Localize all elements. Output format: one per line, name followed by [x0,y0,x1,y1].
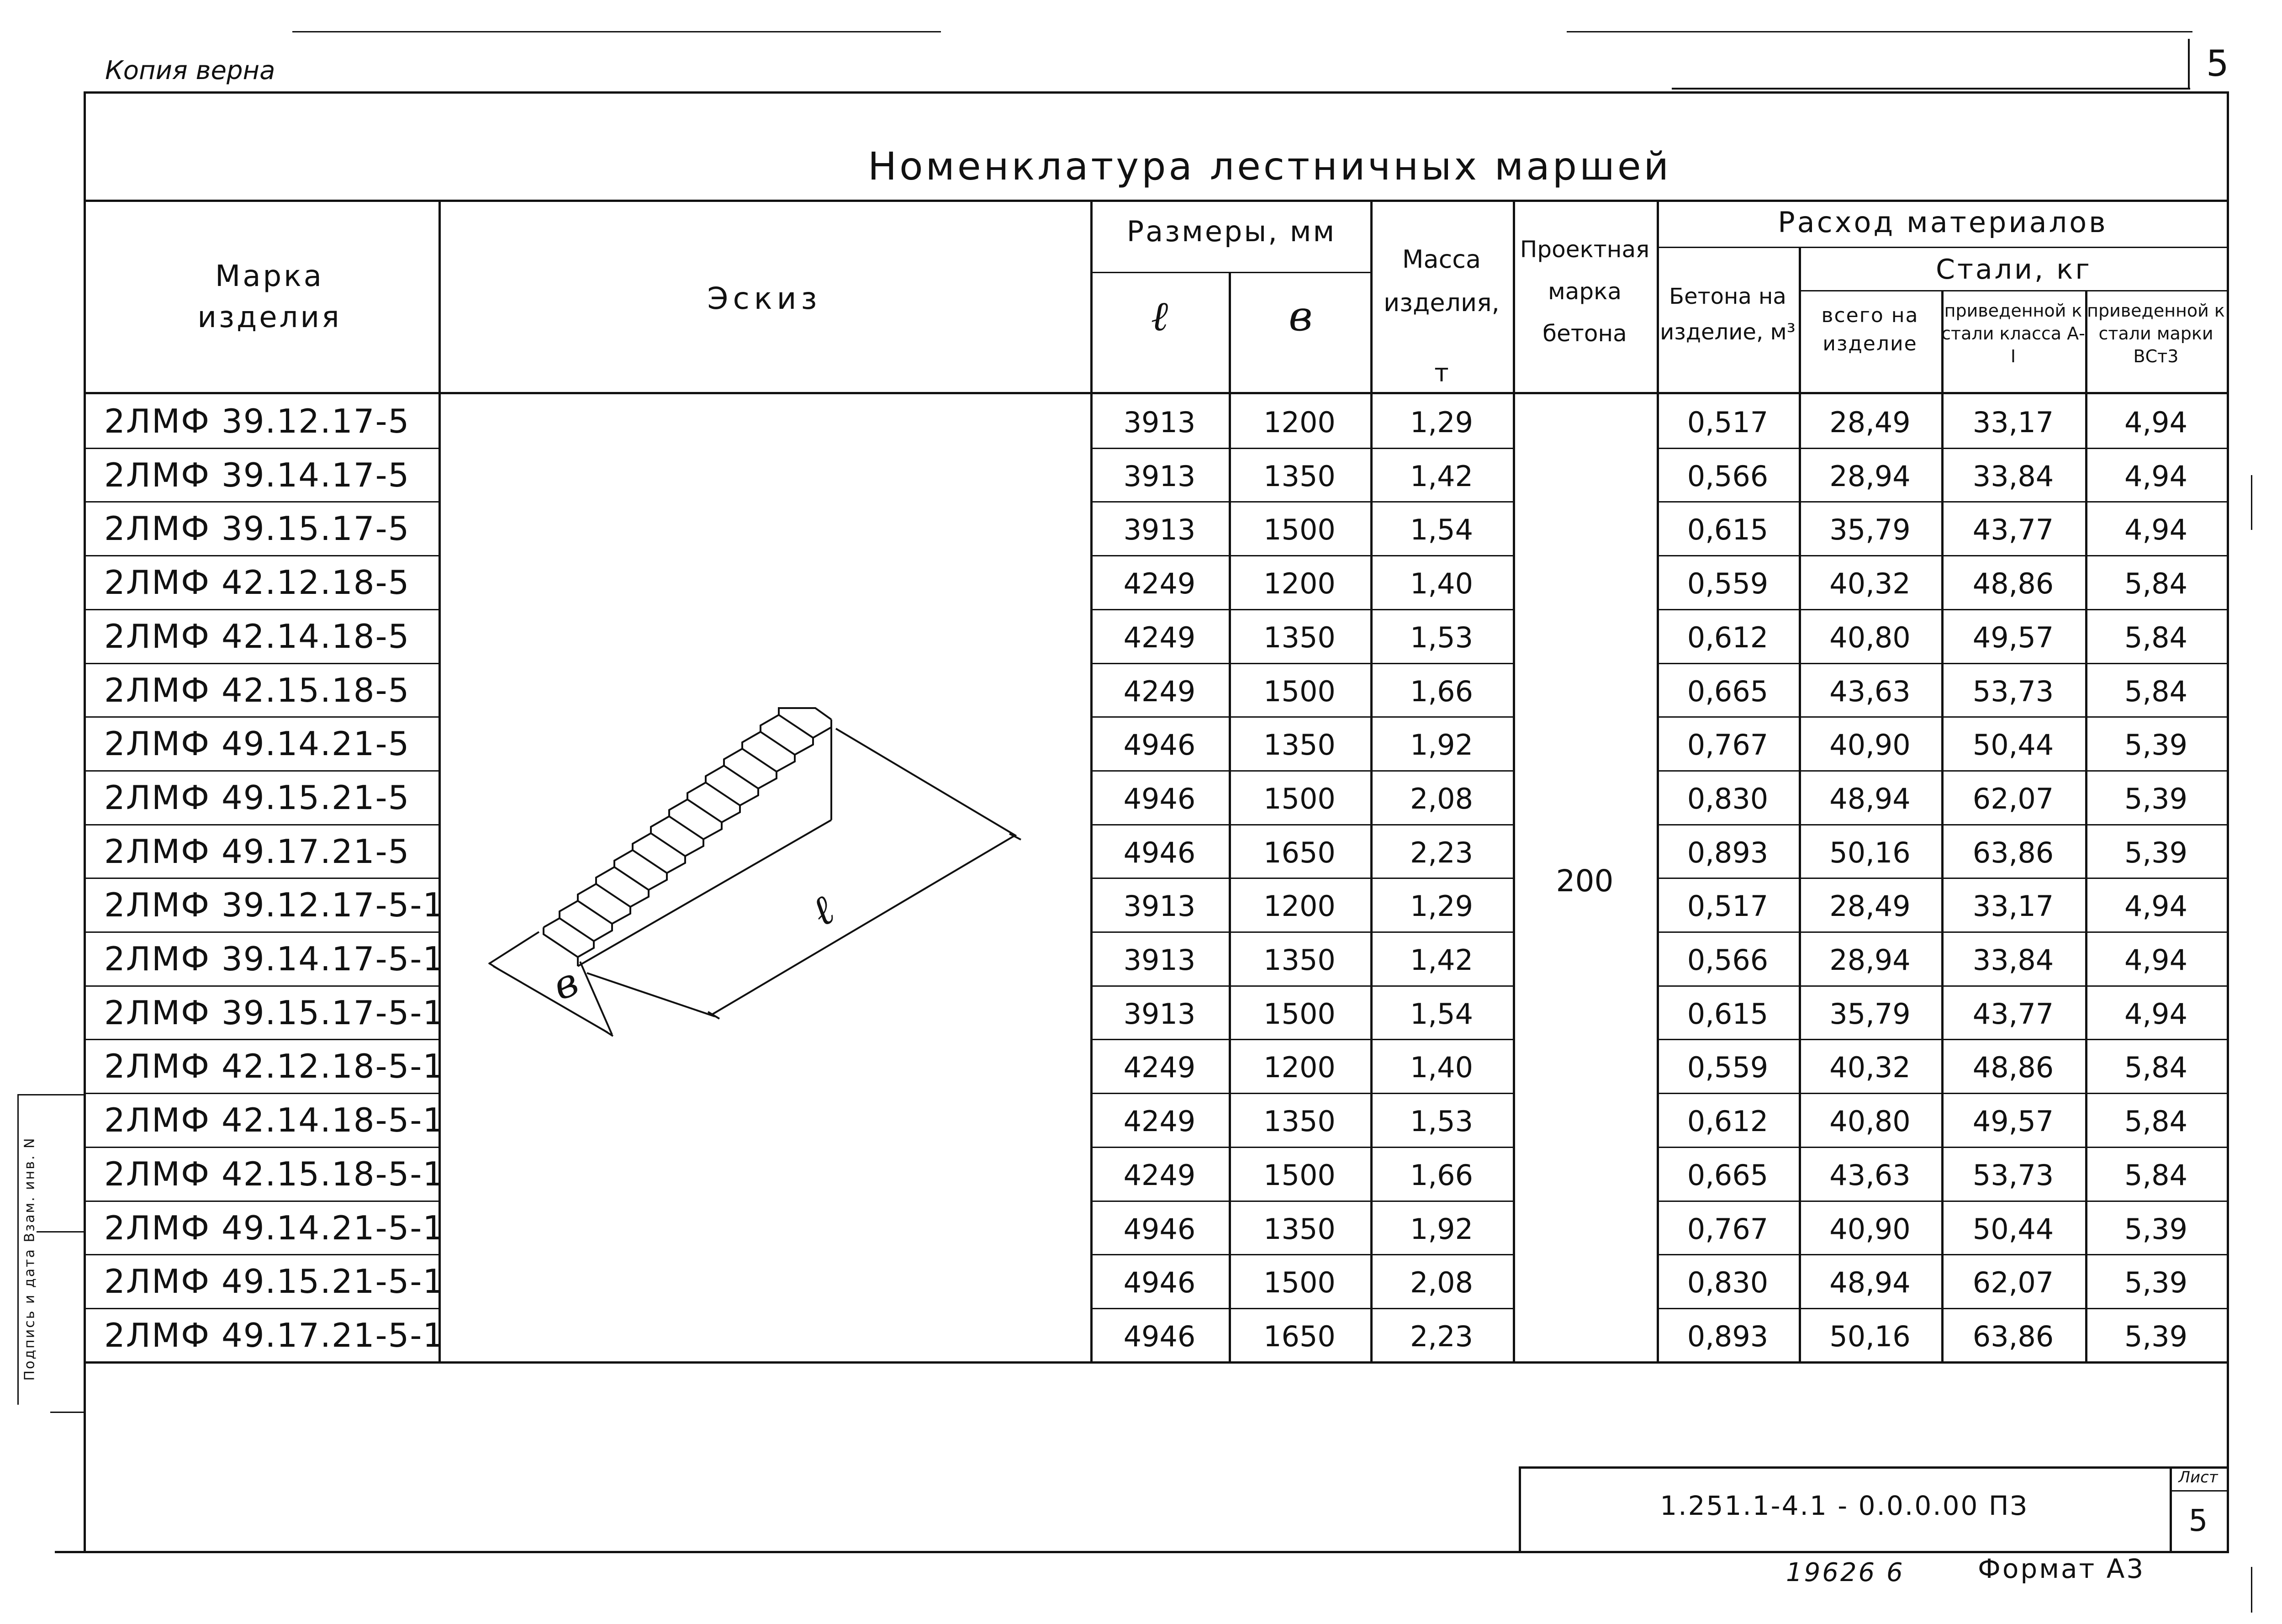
hdr-line-steel [1800,290,2229,291]
header-dim-b: в [1289,292,1313,340]
header-mass: Масса изделия, [1384,245,1500,317]
row-mark: 2ЛМФ 49.17.21-5-1 [104,1316,445,1354]
cell-b: 1650 [1263,836,1336,869]
cell-steel-a1: 50,44 [1972,728,2054,762]
cell-steel-vst3: 5,84 [2124,1105,2188,1138]
cell-concrete: 0,893 [1687,1319,1769,1353]
cell-mass: 2,08 [1410,1266,1474,1300]
row-mark: 2ЛМФ 42.14.18-5 [104,617,410,656]
stamp-sheet-number: 5 [2188,1503,2208,1538]
cell-concrete: 0,615 [1687,513,1769,547]
cell-steel-vst3: 5,39 [2124,728,2188,762]
row-separator-dims [1090,770,1513,772]
concrete-grade-value: 200 [1556,863,1614,899]
cell-steel-vst3: 5,39 [2124,1319,2188,1353]
row-separator-dims [1090,609,1513,610]
row-separator-materials [1657,1039,2229,1040]
cell-steel-a1: 53,73 [1972,1158,2054,1192]
row-separator-dims [1090,448,1513,449]
side-stamp-top [17,1094,84,1095]
cell-steel-a1: 43,77 [1972,997,2054,1031]
row-separator-mark [84,609,438,610]
cell-mass: 1,40 [1410,1051,1474,1084]
cell-steel-a1: 62,07 [1972,1266,2054,1300]
row-separator-dims [1090,1093,1513,1094]
cell-steel-a1: 49,57 [1972,620,2054,654]
cell-steel-total: 48,94 [1829,1266,1911,1300]
cell-steel-total: 40,90 [1829,1212,1911,1246]
row-separator-mark [84,501,438,503]
cell-steel-vst3: 5,39 [2124,1266,2188,1300]
row-separator-materials [1657,824,2229,825]
cell-steel-vst3: 4,94 [2124,889,2188,923]
copy-note: Копия верна [105,56,275,85]
cell-steel-total: 28,94 [1829,943,1911,977]
header-concrete-grade: Проектная марка бетона [1520,236,1650,347]
cell-steel-a1: 33,17 [1972,406,2054,439]
row-separator-mark [84,663,438,664]
row-separator-materials [1657,716,2229,718]
row-separator-materials [1657,555,2229,556]
cell-steel-a1: 43,77 [1972,513,2054,547]
row-mark: 2ЛМФ 42.15.18-5-1 [104,1154,445,1193]
cell-mass: 1,54 [1410,513,1474,547]
cell-l: 4249 [1123,567,1196,601]
row-mark: 2ЛМФ 42.12.18-5-1 [104,1047,445,1086]
row-separator-dims [1090,501,1513,503]
stamp-top [1519,1466,2229,1469]
cell-concrete: 0,830 [1687,1266,1769,1300]
cell-l: 4249 [1123,1105,1196,1138]
cell-steel-total: 40,80 [1829,1105,1911,1138]
table-bottom [84,1361,2229,1364]
row-separator-mark [84,878,438,879]
cell-mass: 2,08 [1410,782,1474,815]
cell-b: 1200 [1263,567,1336,601]
row-mark: 2ЛМФ 49.15.21-5-1 [104,1262,445,1301]
row-mark: 2ЛМФ 39.12.17-5 [104,402,410,440]
row-separator-dims [1090,931,1513,933]
cell-steel-vst3: 4,94 [2124,997,2188,1031]
cell-mass: 1,42 [1410,459,1474,493]
row-separator-dims [1090,1147,1513,1148]
header-mass-unit: т [1434,359,1449,387]
cell-concrete: 0,767 [1687,1212,1769,1246]
cell-l: 3913 [1123,943,1196,977]
cell-b: 1200 [1263,1051,1336,1084]
top-dash-right [1567,31,2192,32]
stair-top-edge [544,708,831,927]
row-separator-dims [1090,1308,1513,1309]
row-mark: 2ЛМФ 49.14.21-5-1 [104,1208,445,1247]
frame-right [2227,91,2229,1553]
right-margin-mark-1 [2251,475,2252,530]
side-stamp-mid [37,1231,84,1233]
row-separator-materials [1657,448,2229,449]
cell-concrete: 0,517 [1687,889,1769,923]
frame-bottom [55,1551,2229,1553]
cell-concrete: 0,559 [1687,1051,1769,1084]
row-separator-mark [84,716,438,718]
cell-steel-total: 35,79 [1829,513,1911,547]
row-separator-mark [84,1147,438,1148]
row-separator-dims [1090,1039,1513,1040]
header-dim-l: ℓ [1151,292,1168,340]
cell-mass: 2,23 [1410,1319,1474,1353]
row-separator-mark [84,1254,438,1255]
cell-steel-a1: 62,07 [1972,782,2054,815]
cell-concrete: 0,612 [1687,1105,1769,1138]
stair-flight-sketch [475,704,1051,1042]
cell-steel-total: 43,63 [1829,674,1911,708]
header-mark: Марка изделия [197,259,342,334]
row-separator-mark [84,931,438,933]
header-steel-total: всего на изделие [1821,304,1919,355]
cell-l: 3913 [1123,997,1196,1031]
row-separator-materials [1657,1254,2229,1255]
row-separator-materials [1657,931,2229,933]
cell-l: 4946 [1123,782,1196,815]
table-top [84,200,2229,202]
cell-steel-a1: 48,86 [1972,1051,2054,1084]
row-mark: 2ЛМФ 39.12.17-5-1 [104,886,445,925]
hdr-line-dimensions [1090,272,1373,273]
cell-concrete: 0,665 [1687,674,1769,708]
cell-mass: 1,53 [1410,1105,1474,1138]
row-separator-materials [1657,501,2229,503]
row-mark: 2ЛМФ 49.17.21-5 [104,832,410,871]
cell-steel-vst3: 5,84 [2124,567,2188,601]
row-separator-mark [84,1201,438,1202]
row-separator-mark [84,1093,438,1094]
row-separator-materials [1657,1147,2229,1148]
frame-left [84,91,86,1553]
stamp-sheet-label: Лист [2178,1468,2218,1486]
row-separator-dims [1090,1254,1513,1255]
cell-mass: 1,66 [1410,674,1474,708]
header-dimensions: Размеры, мм [1126,215,1336,248]
cell-b: 1200 [1263,889,1336,923]
right-margin-mark-2 [2251,1567,2252,1613]
row-separator-mark [84,555,438,556]
cell-b: 1500 [1263,1158,1336,1192]
cell-mass: 1,92 [1410,728,1474,762]
cell-concrete: 0,615 [1687,997,1769,1031]
row-separator-mark [84,824,438,825]
cell-b: 1500 [1263,1266,1336,1300]
cell-steel-total: 48,94 [1829,782,1911,815]
row-separator-materials [1657,609,2229,610]
cell-l: 4249 [1123,1051,1196,1084]
cell-concrete: 0,830 [1687,782,1769,815]
cell-b: 1350 [1263,1105,1336,1138]
cell-concrete: 0,767 [1687,728,1769,762]
cell-steel-total: 40,32 [1829,1051,1911,1084]
cell-steel-vst3: 5,39 [2124,782,2188,815]
header-sketch: Эскиз [707,281,822,316]
cell-mass: 1,53 [1410,620,1474,654]
row-separator-dims [1090,1201,1513,1202]
cell-steel-vst3: 4,94 [2124,459,2188,493]
cell-b: 1350 [1263,620,1336,654]
cell-steel-total: 40,80 [1829,620,1911,654]
row-separator-mark [84,1308,438,1309]
footer-format: Формат А3 [1978,1553,2145,1584]
cell-steel-total: 28,49 [1829,406,1911,439]
cell-steel-total: 50,16 [1829,1319,1911,1353]
cell-concrete: 0,566 [1687,943,1769,977]
row-separator-materials [1657,878,2229,879]
stamp-document-code: 1.251.1-4.1 - 0.0.0.00 ПЗ [1660,1490,2028,1521]
cell-steel-vst3: 4,94 [2124,943,2188,977]
row-separator-materials [1657,663,2229,664]
side-stamp-label: Подпись и дата Взам. инв. N [21,1137,38,1381]
row-mark: 2ЛМФ 49.15.21-5 [104,778,410,817]
row-separator-mark [84,1039,438,1040]
row-mark: 2ЛМФ 42.12.18-5 [104,563,410,602]
cell-steel-vst3: 4,94 [2124,406,2188,439]
step-lines [560,715,813,941]
cell-mass: 1,29 [1410,889,1474,923]
cell-l: 4249 [1123,674,1196,708]
row-separator-mark [84,448,438,449]
row-mark: 2ЛМФ 39.15.17-5 [104,509,410,548]
row-separator-materials [1657,1093,2229,1094]
cell-mass: 1,66 [1410,1158,1474,1192]
cell-l: 3913 [1123,513,1196,547]
cell-concrete: 0,665 [1687,1158,1769,1192]
cell-b: 1500 [1263,674,1336,708]
cell-l: 3913 [1123,406,1196,439]
cell-steel-total: 40,32 [1829,567,1911,601]
row-separator-materials [1657,985,2229,987]
cell-steel-total: 28,94 [1829,459,1911,493]
cell-steel-total: 28,49 [1829,889,1911,923]
cell-mass: 2,23 [1410,836,1474,869]
cell-b: 1350 [1263,943,1336,977]
cell-l: 4249 [1123,620,1196,654]
cell-concrete: 0,517 [1687,406,1769,439]
page-number-underline [1672,88,2190,90]
row-mark: 2ЛМФ 39.14.17-5 [104,455,410,494]
row-separator-dims [1090,878,1513,879]
row-separator-dims [1090,824,1513,825]
cell-steel-a1: 53,73 [1972,674,2054,708]
cell-l: 4946 [1123,1319,1196,1353]
cell-steel-a1: 50,44 [1972,1212,2054,1246]
cell-l: 4946 [1123,836,1196,869]
row-separator-dims [1090,555,1513,556]
sketch-label-b: в [547,958,585,1010]
cell-concrete: 0,893 [1687,836,1769,869]
cell-concrete: 0,559 [1687,567,1769,601]
header-steel-vst3: приведенной к стали марки ВСт3 [2087,301,2225,366]
cell-steel-a1: 48,86 [1972,567,2054,601]
row-separator-materials [1657,770,2229,772]
row-separator-materials [1657,1308,2229,1309]
cell-l: 4249 [1123,1158,1196,1192]
row-mark: 2ЛМФ 42.15.18-5 [104,671,410,709]
cell-steel-a1: 33,84 [1972,459,2054,493]
side-stamp-line-outer [17,1094,19,1405]
side-stamp-bottom [50,1412,84,1413]
footer-inventory-number: 19626 6 [1786,1558,1905,1587]
cell-steel-vst3: 4,94 [2124,513,2188,547]
cell-steel-vst3: 5,84 [2124,620,2188,654]
row-mark: 2ЛМФ 42.14.18-5-1 [104,1101,445,1140]
cell-b: 1500 [1263,997,1336,1031]
page-title: Номенклатура лестничных маршей [868,144,1672,189]
row-separator-dims [1090,663,1513,664]
cell-b: 1200 [1263,406,1336,439]
top-dash-left [292,31,941,32]
cell-steel-total: 50,16 [1829,836,1911,869]
page-number: 5 [2206,43,2229,85]
cell-b: 1500 [1263,782,1336,815]
stamp-sheet-line [2170,1490,2227,1492]
row-separator-mark [84,770,438,772]
cell-steel-total: 35,79 [1829,997,1911,1031]
cell-steel-vst3: 5,39 [2124,836,2188,869]
cell-l: 3913 [1123,459,1196,493]
cell-steel-vst3: 5,39 [2124,1212,2188,1246]
cell-mass: 1,54 [1410,997,1474,1031]
header-concrete-volume: Бетона на изделие, м³ [1660,284,1796,345]
cell-mass: 1,29 [1410,406,1474,439]
row-separator-dims [1090,716,1513,718]
cell-mass: 1,40 [1410,567,1474,601]
row-mark: 2ЛМФ 49.14.21-5 [104,725,410,763]
cell-l: 4946 [1123,1266,1196,1300]
cell-mass: 1,92 [1410,1212,1474,1246]
row-separator-dims [1090,985,1513,987]
cell-steel-vst3: 5,84 [2124,674,2188,708]
row-separator-materials [1657,1201,2229,1202]
cell-steel-total: 40,90 [1829,728,1911,762]
cell-steel-total: 43,63 [1829,1158,1911,1192]
cell-steel-a1: 63,86 [1972,1319,2054,1353]
cell-b: 1350 [1263,728,1336,762]
frame-top [84,91,2229,94]
header-materials: Расход материалов [1778,206,2108,239]
page-number-divider [2188,39,2190,89]
header-bottom [84,392,2229,394]
col-line-grade [1513,200,1515,1362]
cell-b: 1650 [1263,1319,1336,1353]
row-mark: 2ЛМФ 39.14.17-5-1 [104,940,445,978]
cell-b: 1350 [1263,459,1336,493]
row-mark: 2ЛМФ 39.15.17-5-1 [104,993,445,1032]
cell-concrete: 0,566 [1687,459,1769,493]
cell-l: 3913 [1123,889,1196,923]
hdr-line-materials [1658,247,2229,248]
cell-steel-vst3: 5,84 [2124,1158,2188,1192]
cell-mass: 1,42 [1410,943,1474,977]
cell-l: 4946 [1123,728,1196,762]
cell-b: 1500 [1263,513,1336,547]
cell-steel-a1: 33,17 [1972,889,2054,923]
stair-front-edge [544,719,831,957]
sketch-label-l: ℓ [803,886,842,936]
cell-b: 1350 [1263,1212,1336,1246]
cell-steel-a1: 33,84 [1972,943,2054,977]
cell-steel-vst3: 5,84 [2124,1051,2188,1084]
cell-l: 4946 [1123,1212,1196,1246]
header-steel: Стали, кг [1936,254,2092,286]
header-steel-a1: приведенной к стали класса А-I [1941,301,2085,366]
cell-steel-a1: 63,86 [1972,836,2054,869]
cell-steel-a1: 49,57 [1972,1105,2054,1138]
cell-concrete: 0,612 [1687,620,1769,654]
row-separator-mark [84,985,438,987]
